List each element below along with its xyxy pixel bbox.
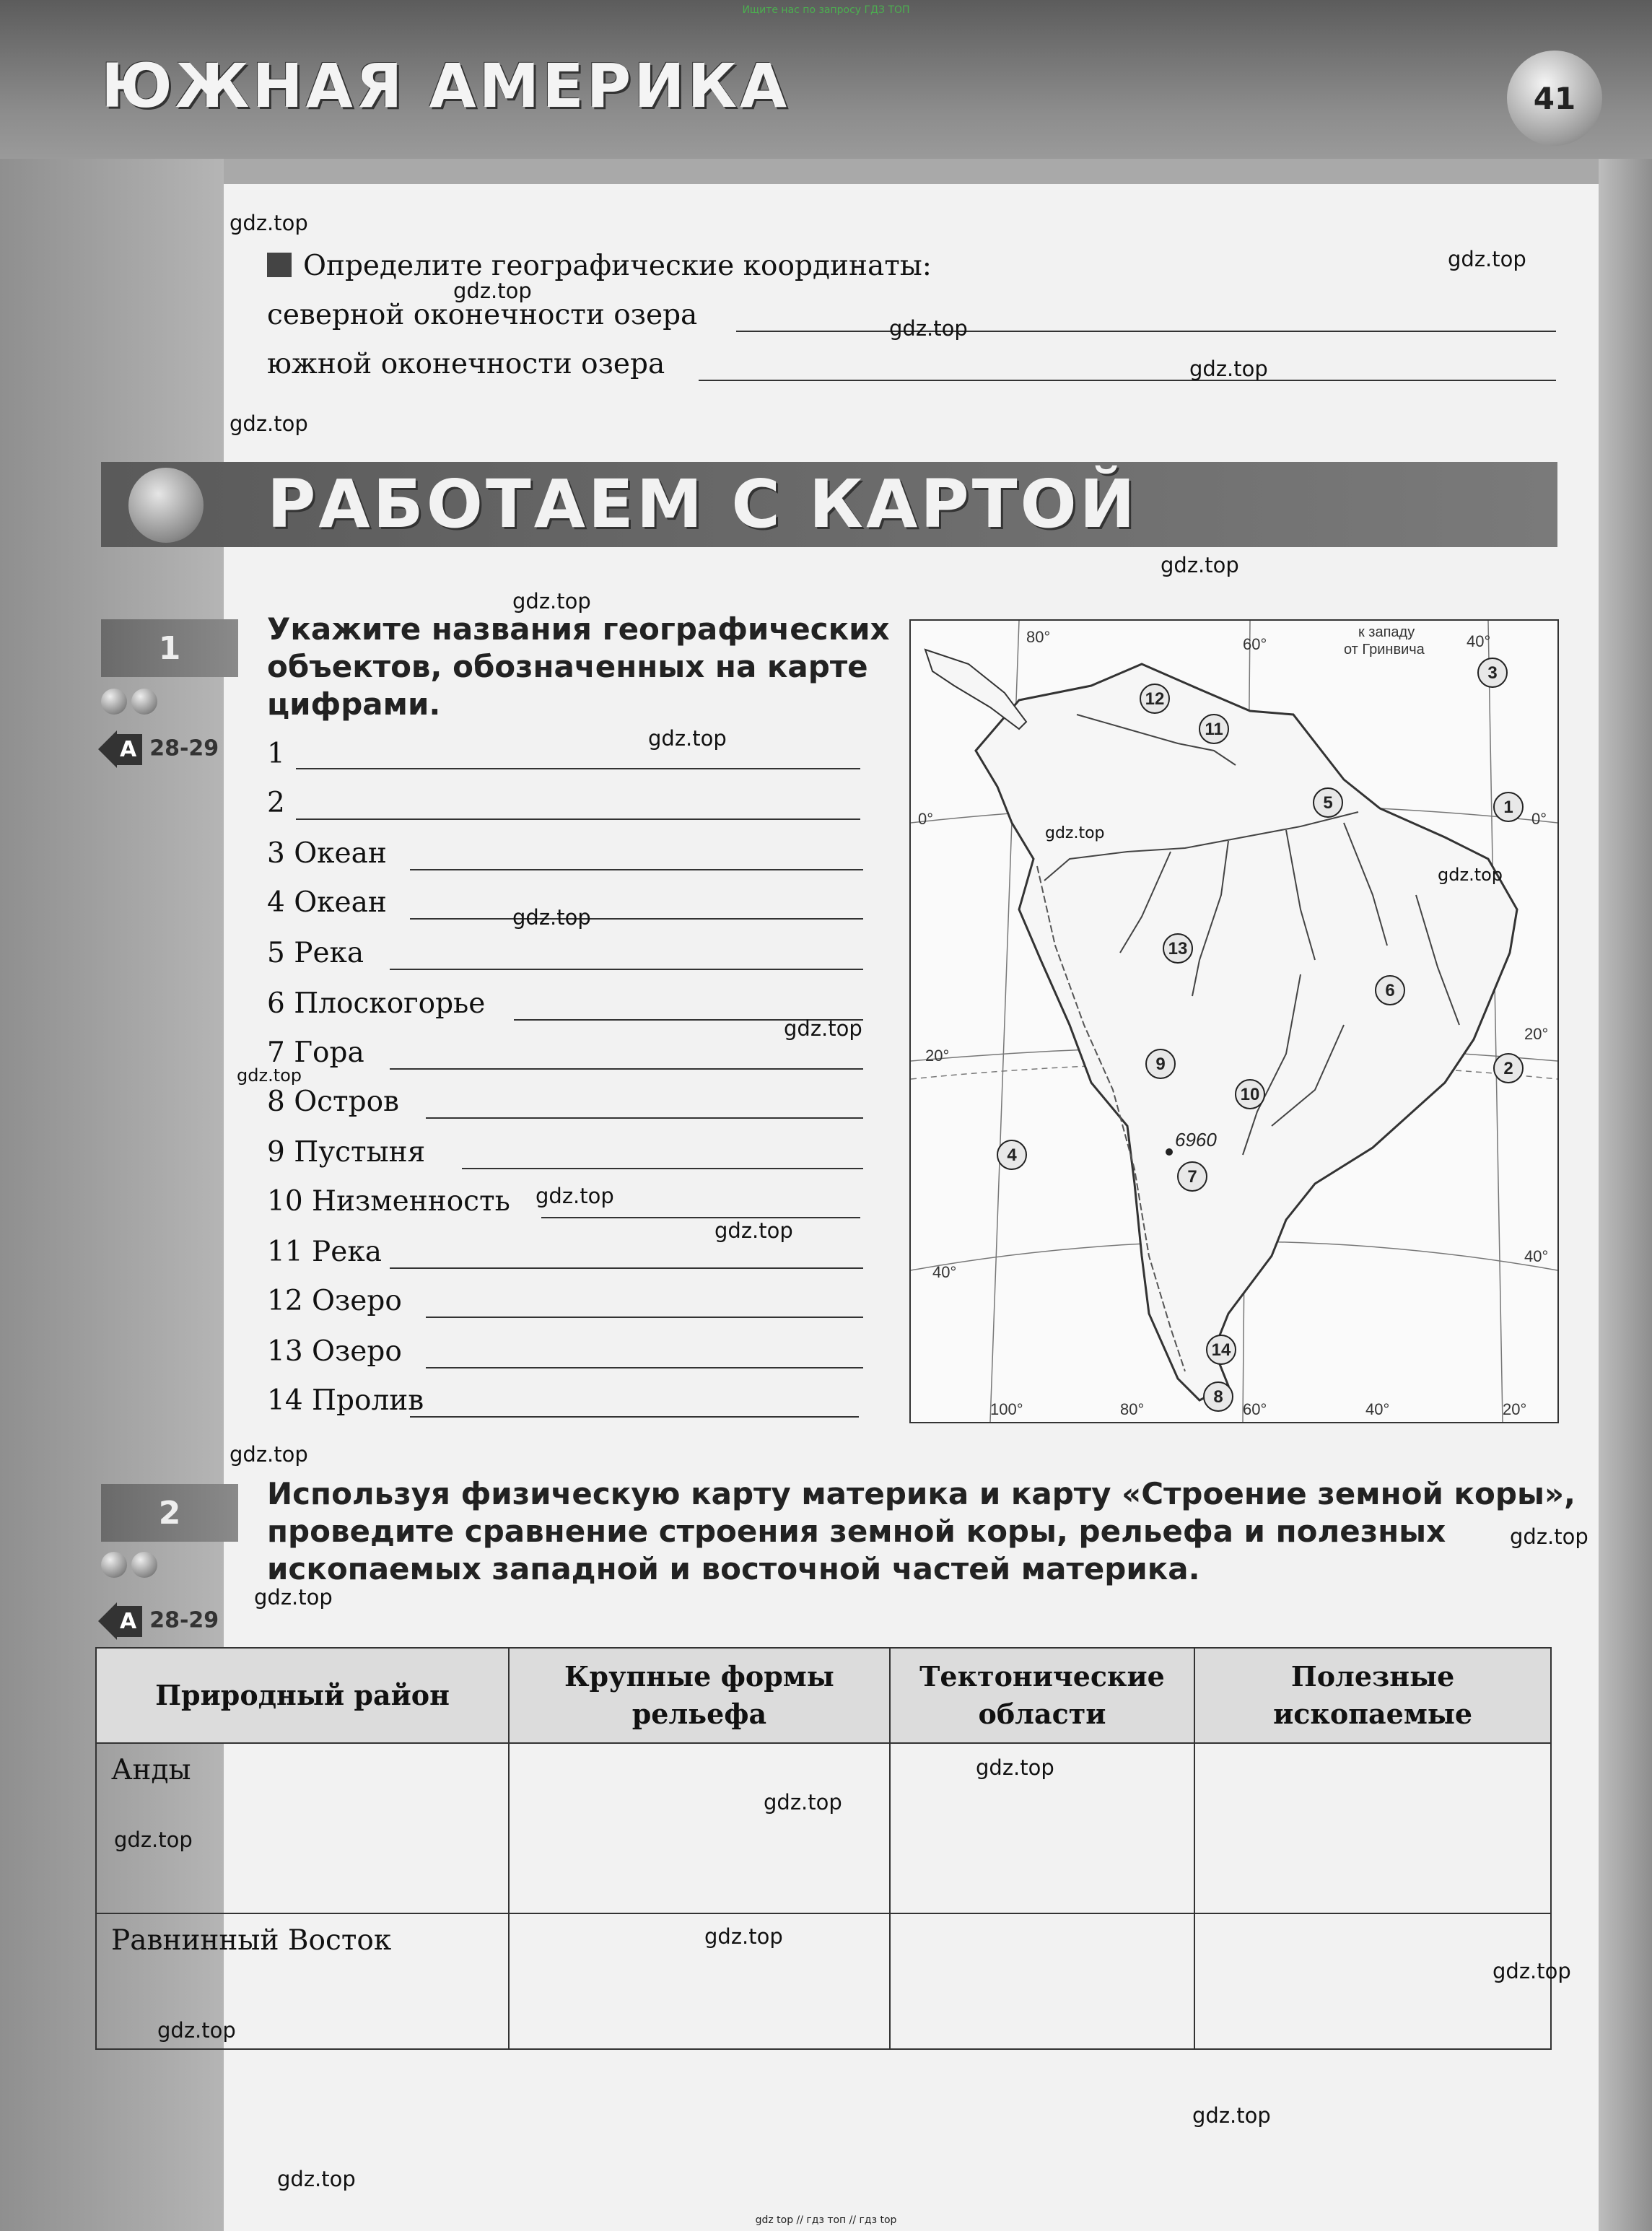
watermark: gdz.top — [1045, 824, 1105, 842]
answer-label: 5 Река — [267, 937, 364, 969]
table-header: Природный район — [96, 1648, 509, 1743]
svg-text:14: 14 — [1211, 1340, 1231, 1360]
difficulty-dot — [101, 689, 127, 715]
map-marker-2 — [1494, 1054, 1523, 1083]
watermark: gdz.top — [1493, 1959, 1571, 1983]
watermark: gdz.top — [237, 1065, 302, 1086]
map-marker-14 — [1207, 1335, 1236, 1364]
answer-label: 4 Океан — [267, 886, 387, 919]
atlas-icon: A — [114, 1606, 142, 1637]
watermark: gdz.top — [976, 1755, 1054, 1780]
task-2-text: Используя физическую карту материка и карту «Строение земной коры», проведите сравнение строения земной коры, рельефа и полезных ископаемых западной и восточной частей материка. — [267, 1476, 1576, 1586]
top-note: Ищите нас по запросу ГДЗ ТОП — [742, 4, 910, 16]
coordinates-south-label: южной оконечности озера — [267, 348, 665, 380]
answer-label: 9 Пустыня — [267, 1136, 426, 1169]
lon-label: 40° — [1467, 632, 1491, 650]
watermark: gdz.top — [648, 726, 727, 751]
answer-line[interactable] — [390, 1267, 863, 1269]
svg-text:11: 11 — [1205, 720, 1223, 739]
lat-label: 40° — [932, 1263, 957, 1281]
answer-line[interactable] — [426, 1117, 863, 1119]
coordinates-intro: Определите географические координаты: — [267, 250, 932, 282]
lon-label: 80° — [1026, 628, 1051, 646]
svg-text:3: 3 — [1487, 663, 1498, 683]
lat-label: 0° — [1531, 810, 1547, 828]
answer-line[interactable] — [426, 1367, 863, 1368]
svg-text:7: 7 — [1187, 1167, 1197, 1187]
atlas-icon: A — [114, 734, 142, 765]
table-header: Тектонические области — [890, 1648, 1194, 1743]
lon-label: 20° — [1503, 1400, 1527, 1418]
svg-text:2: 2 — [1503, 1059, 1513, 1078]
map-marker-7 — [1178, 1162, 1207, 1191]
watermark: gdz.top — [512, 589, 591, 614]
central-america-outline — [925, 650, 1026, 729]
table-cell[interactable] — [509, 1913, 890, 2049]
map-svg — [911, 621, 1557, 1422]
table-header: Полезные ископаемые — [1194, 1648, 1551, 1743]
lon-label: 60° — [1243, 1400, 1267, 1418]
table-row — [96, 1913, 1551, 2049]
answer-label: 8 Остров — [267, 1086, 400, 1118]
watermark: gdz.top — [453, 279, 532, 303]
watermark: gdz.top — [277, 2167, 356, 2191]
table-cell[interactable] — [509, 1743, 890, 1913]
svg-text:5: 5 — [1323, 793, 1333, 813]
answer-line[interactable] — [410, 869, 863, 870]
lon-label: 100° — [990, 1400, 1023, 1418]
table-row — [96, 1743, 1551, 1913]
coordinates-north-answer-line[interactable] — [736, 331, 1556, 332]
south-america-map — [909, 619, 1559, 1423]
map-marker-10 — [1236, 1080, 1264, 1109]
difficulty-dot — [131, 689, 157, 715]
watermark: gdz.top — [1161, 553, 1239, 577]
map-marker-1 — [1494, 793, 1523, 821]
watermark: gdz.top — [230, 211, 308, 235]
answer-label: 11 Река — [267, 1236, 382, 1268]
answer-line[interactable] — [462, 1168, 863, 1169]
map-marker-8 — [1204, 1382, 1233, 1411]
lon-label: 60° — [1243, 635, 1267, 653]
watermark: gdz.top — [764, 1790, 842, 1815]
lat-label: 20° — [1524, 1025, 1549, 1043]
map-marker-11 — [1199, 715, 1228, 743]
watermark: gdz.top — [784, 1016, 862, 1041]
map-marker-13 — [1163, 934, 1192, 963]
task-2-badge: 2 — [101, 1484, 238, 1542]
answer-label: 2 — [267, 787, 285, 819]
watermark: gdz.top — [714, 1218, 793, 1243]
lat-label: 0° — [918, 810, 934, 828]
svg-text:9: 9 — [1155, 1055, 1166, 1074]
answer-label: 3 Океан — [267, 837, 387, 870]
continent-outline — [976, 664, 1517, 1400]
map-west-label: к западу — [1358, 624, 1415, 640]
lat-label: 20° — [925, 1047, 950, 1065]
watermark: gdz.top — [1189, 357, 1268, 381]
comparison-table — [95, 1647, 1552, 2050]
watermark: gdz.top — [230, 1442, 308, 1467]
svg-text:12: 12 — [1145, 689, 1165, 709]
answer-line[interactable] — [296, 818, 860, 820]
watermark: gdz.top — [512, 905, 591, 930]
watermark: gdz.top — [254, 1585, 333, 1610]
footer-note: gdz top // гдз топ // гдз top — [755, 2214, 897, 2226]
difficulty-dot — [101, 1552, 127, 1578]
page-margin-right — [1599, 0, 1652, 2231]
map-marker-3 — [1478, 658, 1507, 687]
watermark: gdz.top — [1448, 247, 1526, 271]
difficulty-dot — [131, 1552, 157, 1578]
task-2-atlas-ref: A 28-29 — [98, 1602, 219, 1640]
lat-label: 40° — [1524, 1247, 1549, 1265]
answer-label: 12 Озеро — [267, 1285, 402, 1317]
answer-line[interactable] — [426, 1317, 863, 1318]
answer-label: 7 Гора — [267, 1036, 364, 1069]
map-marker-12 — [1140, 684, 1169, 713]
answer-line[interactable] — [390, 1068, 863, 1070]
watermark: gdz.top — [1438, 865, 1503, 885]
meridian-line — [1488, 621, 1503, 1422]
lon-label: 80° — [1120, 1400, 1145, 1418]
svg-text:10: 10 — [1240, 1085, 1260, 1104]
square-bullet-icon — [267, 253, 292, 277]
watermark: gdz.top — [230, 411, 308, 436]
elevation-label: 6960 — [1175, 1129, 1217, 1151]
row-label: Равнинный Восток — [96, 1913, 509, 2049]
answer-label: 10 Низменность — [267, 1185, 510, 1218]
watermark: gdz.top — [536, 1184, 614, 1208]
answer-line[interactable] — [390, 969, 863, 970]
map-marker-9 — [1146, 1049, 1175, 1078]
svg-text:1: 1 — [1503, 798, 1513, 817]
map-marker-4 — [997, 1140, 1026, 1169]
answer-label: 1 — [267, 738, 285, 770]
watermark: gdz.top — [1192, 2103, 1271, 2128]
table-header-row — [96, 1648, 1551, 1743]
lon-label: 40° — [1365, 1400, 1390, 1418]
task-1-atlas-ref: A 28-29 — [98, 730, 219, 768]
section-title: РАБОТАЕМ С КАРТОЙ — [267, 466, 1138, 543]
watermark: gdz.top — [1510, 1524, 1588, 1549]
summit-point — [1166, 1148, 1173, 1156]
watermark: gdz.top — [704, 1924, 783, 1949]
watermark: gdz.top — [157, 2018, 236, 2043]
map-west-label: от Гринвича — [1344, 642, 1425, 658]
task-1-badge: 1 — [101, 619, 238, 677]
row-label: Анды — [96, 1743, 509, 1913]
svg-text:8: 8 — [1213, 1387, 1223, 1407]
table-cell[interactable] — [890, 1913, 1194, 2049]
answer-label: 14 Пролив — [267, 1384, 424, 1417]
answer-line[interactable] — [410, 918, 863, 920]
map-marker-5 — [1314, 788, 1342, 817]
answer-label: 6 Плоскогорье — [267, 987, 486, 1020]
watermark: gdz.top — [889, 316, 968, 341]
answer-label: 13 Озеро — [267, 1335, 402, 1368]
page-number: 41 — [1507, 51, 1602, 146]
svg-text:13: 13 — [1168, 939, 1188, 959]
answer-line[interactable] — [541, 1217, 860, 1218]
globe-icon — [128, 468, 204, 543]
svg-text:6: 6 — [1385, 981, 1395, 1000]
svg-text:4: 4 — [1007, 1145, 1017, 1165]
answer-line[interactable] — [410, 1416, 859, 1418]
answer-line[interactable] — [296, 768, 860, 769]
coordinates-south-answer-line[interactable] — [699, 380, 1556, 381]
watermark: gdz.top — [114, 1828, 193, 1852]
task-1-text: Укажите названия географических объектов, обозначенных на карте цифрами. — [267, 611, 890, 722]
chapter-title: ЮЖНАЯ АМЕРИКА — [101, 51, 790, 121]
coordinates-north-label: северной оконечности озера — [267, 299, 698, 331]
table-cell[interactable] — [1194, 1743, 1551, 1913]
map-marker-6 — [1376, 976, 1404, 1005]
table-header: Крупные формы рельефа — [509, 1648, 890, 1743]
